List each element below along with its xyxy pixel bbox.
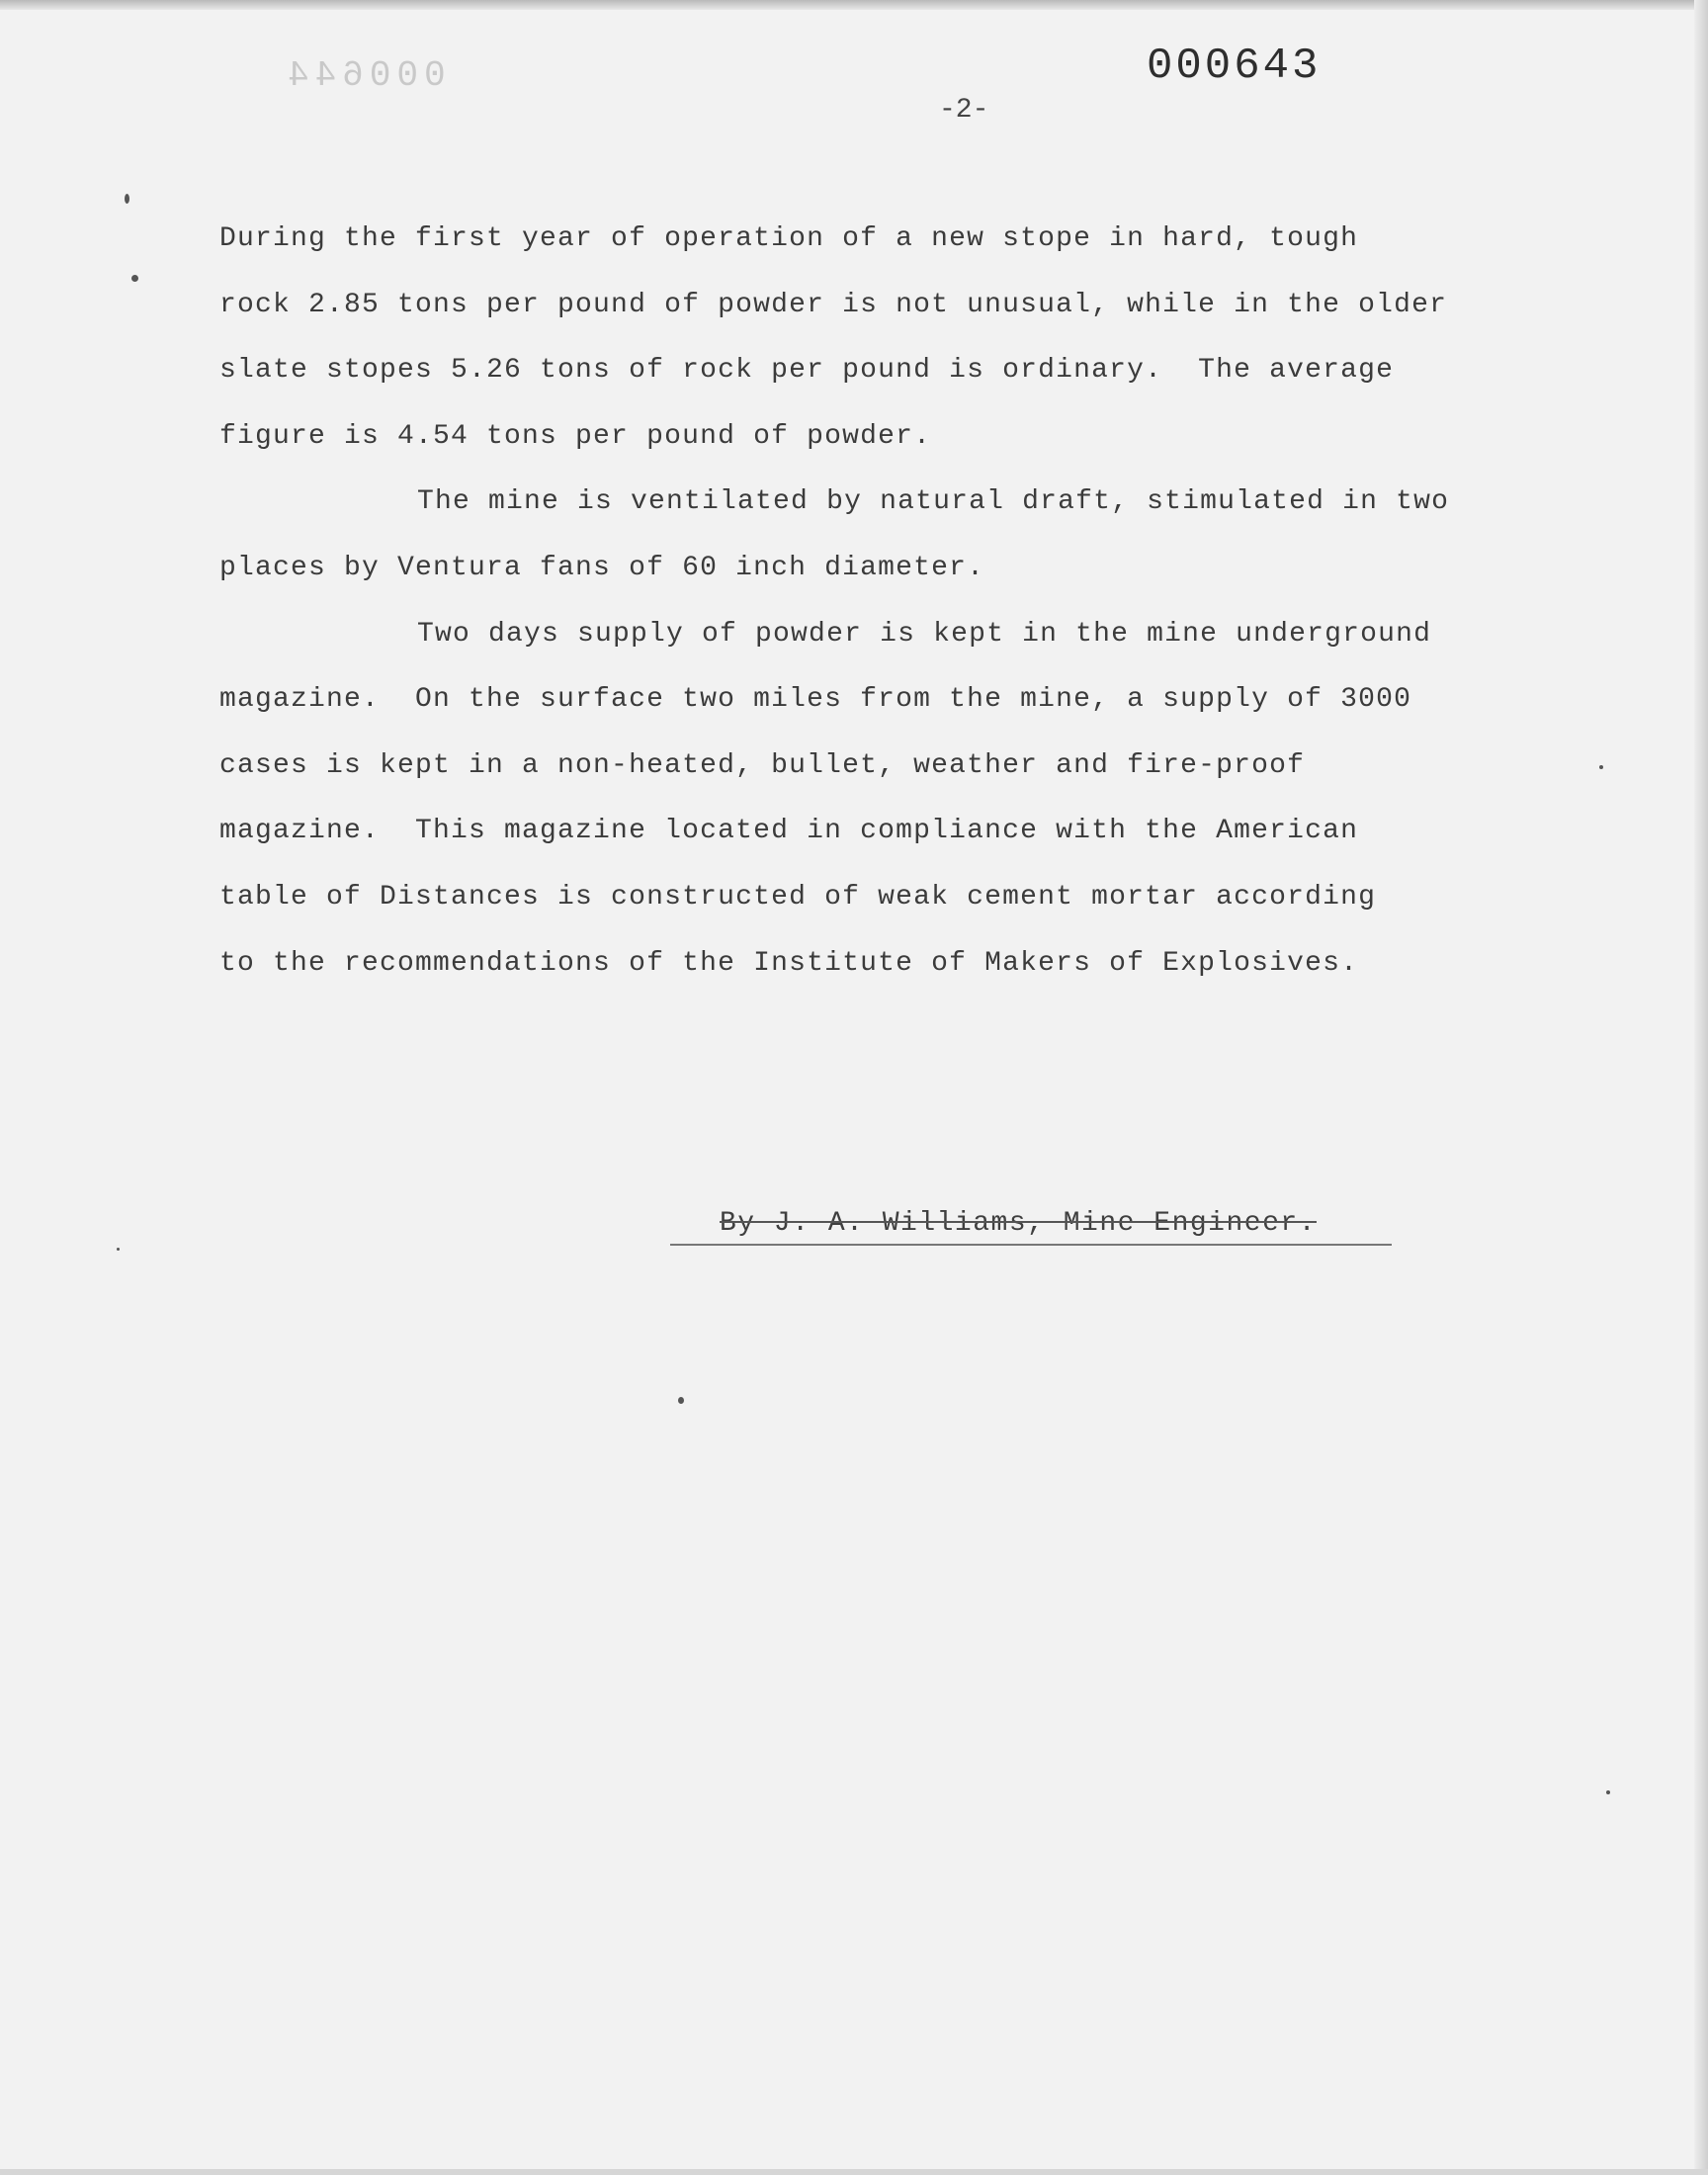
scan-speck bbox=[1606, 1790, 1610, 1794]
text-line: rock 2.85 tons per pound of powder is not unusual, while in the older bbox=[219, 289, 1448, 320]
page-number: -2- bbox=[939, 95, 989, 126]
text-line: cases is kept in a non-heated, bullet, weather and fire-proof bbox=[219, 749, 1306, 781]
scan-speck bbox=[131, 275, 138, 282]
scan-speck bbox=[117, 1248, 120, 1251]
text-line: to the recommendations of the Institute of Makers of Explosives. bbox=[219, 947, 1359, 979]
scan-speck bbox=[125, 194, 129, 204]
scan-bottom-edge bbox=[0, 2169, 1708, 2175]
text-line: figure is 4.54 tons per pound of powder. bbox=[219, 420, 932, 452]
text-line: The mine is ventilated by natural draft, stimulated in two bbox=[417, 486, 1450, 518]
scan-speck bbox=[1599, 765, 1603, 769]
text-line: table of Distances is constructed of weak cement mortar according bbox=[219, 881, 1377, 913]
text-line: slate stopes 5.26 tons of rock per pound is ordinary. The average bbox=[219, 355, 1395, 387]
document-stamp-number: 000643 bbox=[1147, 42, 1322, 91]
text-line: magazine. This magazine located in compliance with the American bbox=[219, 816, 1359, 847]
scan-top-edge bbox=[0, 0, 1708, 10]
text-line: magazine. On the surface two miles from the mine, a supply of 3000 bbox=[219, 684, 1412, 716]
text-line: During the first year of operation of a new stope in hard, tough bbox=[219, 223, 1359, 254]
scan-speck bbox=[678, 1397, 684, 1404]
bleed-through-page-number: 000644 bbox=[282, 55, 446, 96]
scan-right-edge bbox=[1694, 0, 1708, 2175]
signature-line: By J. A. Williams, Mine Engineer. bbox=[720, 1208, 1317, 1239]
text-line: Two days supply of powder is kept in the mine underground bbox=[417, 618, 1432, 650]
text-line: places by Ventura fans of 60 inch diameter. bbox=[219, 552, 985, 583]
body-text bbox=[219, 214, 1603, 1003]
signature-underline bbox=[670, 1244, 1392, 1246]
